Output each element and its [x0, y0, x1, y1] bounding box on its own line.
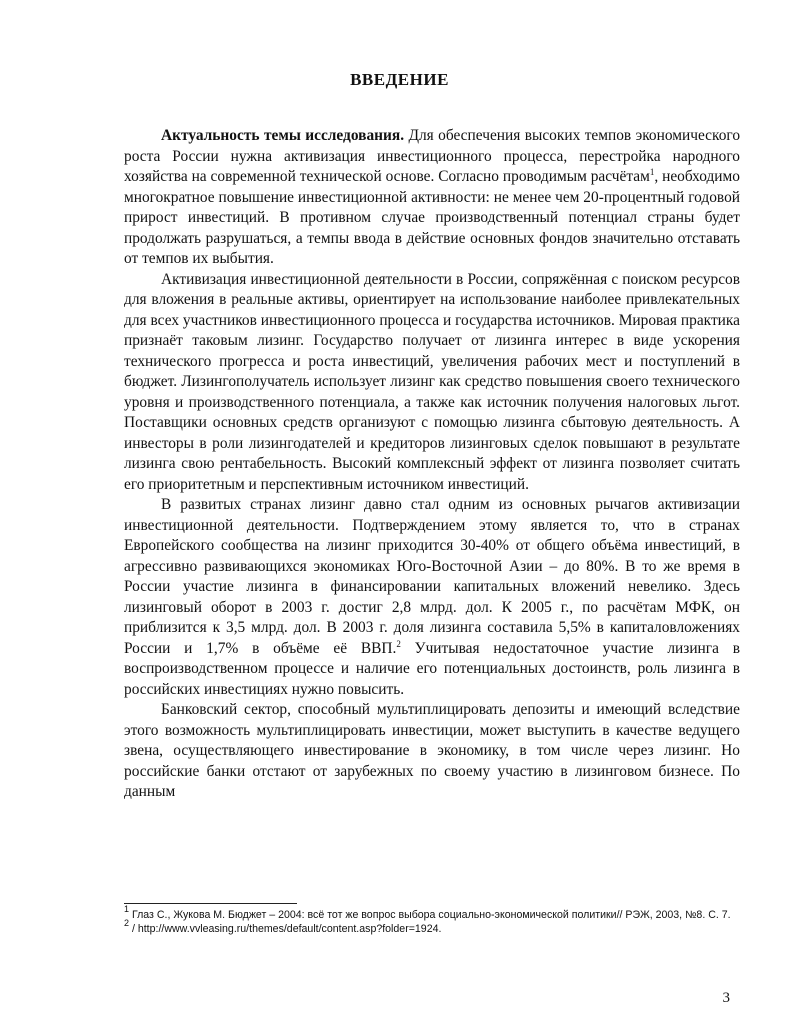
paragraph-text: , необходимо многократное повышение инвестиционной активности: не менее чем 20-процентный годовой прирост инвестиций. В противном случае производственный потенциал страны будет продолжать разрушаться, а темпы ввода в действие основных фондов значительно отставать от темпов их выбытия.	[124, 168, 740, 267]
footnote-divider	[124, 903, 297, 904]
paragraph-banking-sector: Банковский сектор, способный мультиплицировать депозиты и имеющий вследствие этого возможность мультиплицировать инвестиции, может выступить в качестве ведущего звена, осуществляющего инвестирование в экономику, в том числе через лизинг. Но российские банки отстают от зарубежных по своему участию в лизинговом бизнесе. По данным	[124, 701, 740, 800]
paragraph-activation: Активизация инвестиционной деятельности в России, сопряжённая с поиском ресурсов для вложения в реальные активы, ориентирует на использование наиболее привлекательных для всех участников инвестиционного процесса и государства источников. Мировая практика признаёт таковым лизинг. Государство получает от лизинга интерес в виде ускорения технического прогресса и роста инвестиций, увеличения рабочих мест и поступлений в бюджет. Лизингополучатель использует лизинг как средство повышения своего технического уровня и производственного потенциала, а также как источник получения налоговых льгот. Поставщики основных средств организуют с помощью лизинга сбытовую деятельность. А инвесторы в роли лизингодателей и кредиторов лизинговых сделок повышают в результате лизинга свою рентабельность. Высокий комплексный эффект от лизинга позволяет считать его приоритетным и перспективным источником инвестиций.	[124, 270, 740, 493]
paragraph-relevance	[124, 126, 740, 270]
paragraph-text: Учитывая недостаточное участие лизинга в воспроизводственном процессе и наличие его потенциальных достоинств, роль лизинга в российских инвестициях нужно повысить.	[124, 639, 740, 698]
page-title: ВВЕДЕНИЕ	[350, 70, 449, 89]
paragraph-text: В развитых странах лизинг давно стал одним из основных рычагов активизации инвестиционной деятельности. Подтверждением этому является то, что в странах Европейского сообщества на лизинг приходится 30-40% от общего объёма инвестиций, в агрессивно развивающихся экономиках Юго-Восточной Азии – до 80%. В то же время в России участие лизинга в финансировании капитальных вложений невелико. Здесь лизинговый оборот в 2003 г. достиг 2,8 млрд. дол. К 2005 г., по расчётам МФК, он приблизится к 3,5 млрд. дол. В 2003 г. доля лизинга составила 5,5% в капиталовложениях России и 1,7% в объёме её ВВП.	[124, 496, 740, 657]
paragraph-lead: Актуальность темы исследования.	[161, 127, 405, 144]
footnote-text: / http://www.vvleasing.ru/themes/default/content.asp?folder=1924.	[129, 922, 442, 935]
footnote-ref: 1	[649, 167, 655, 177]
paragraph-developed-countries	[124, 495, 740, 700]
footnote-mark: 2	[124, 917, 130, 928]
footnote-item	[124, 917, 740, 937]
page-number: 3	[722, 990, 730, 1006]
footnote-text: Глаз С., Жукова М. Бюджет – 2004: всё тот же вопрос выбора социально-экономической политики// РЭЖ, 2003, №8. С. 7.	[129, 909, 731, 921]
footnote-item	[124, 904, 740, 923]
paragraph-text: Для обеспечения высоких темпов экономического роста России нужна активизация инвестиционного процесса, перестройка народного хозяйства на современной технической основе. Согласно проводимым расчётам	[124, 127, 741, 185]
footnotes	[124, 904, 740, 936]
footnote-mark: 1	[124, 904, 130, 914]
footnote-ref: 2	[396, 638, 401, 649]
main-text	[124, 126, 740, 803]
